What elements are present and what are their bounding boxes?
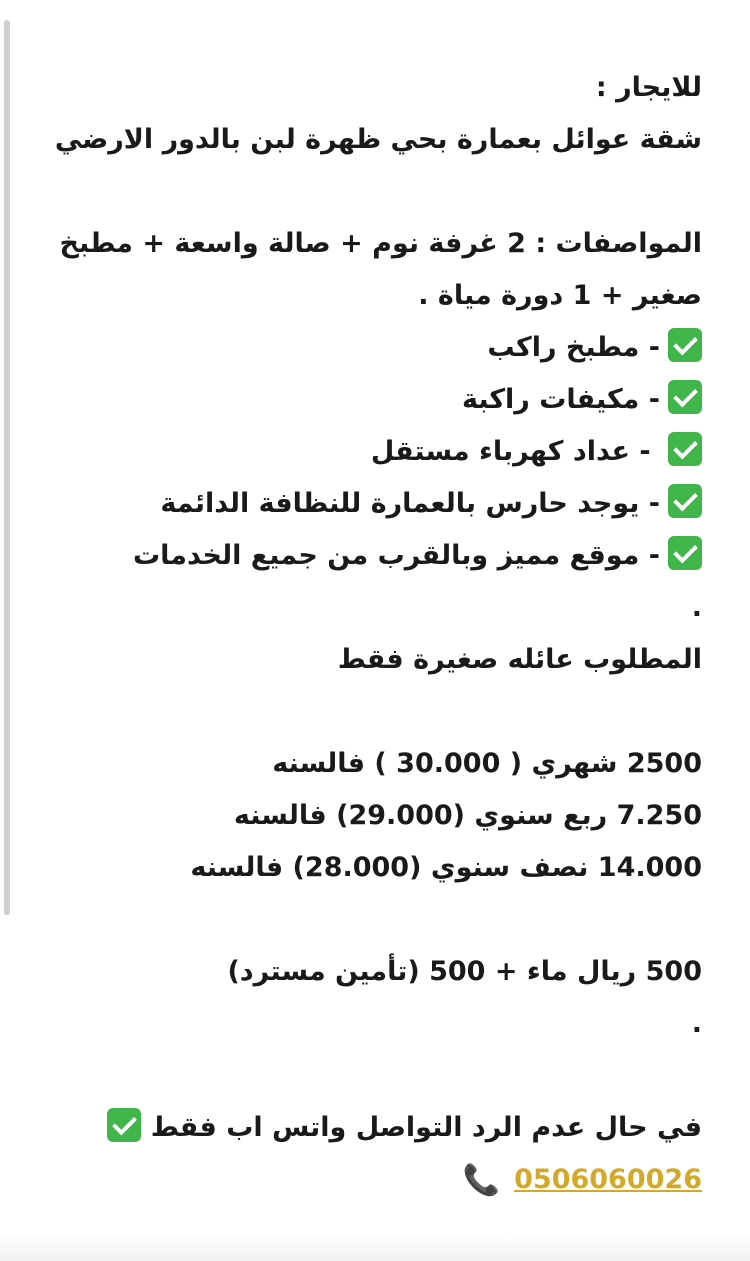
feature-text: - مطبخ راكب xyxy=(487,332,660,363)
check-icon xyxy=(668,484,702,518)
phone-line xyxy=(50,1154,702,1207)
deposit: 500 ريال ماء + 500 (تأمين مسترد) xyxy=(227,956,702,987)
price-half-year: 14.000 نصف سنوي (28.000) فالسنه xyxy=(190,852,702,883)
feature-item xyxy=(50,530,702,582)
feature-text: - يوجد حارس بالعمارة للنظافة الدائمة xyxy=(160,488,660,519)
feature-text: - موقع مميز وبالقرب من جميع الخدمات xyxy=(132,540,660,571)
check-icon xyxy=(668,536,702,570)
check-icon xyxy=(668,380,702,414)
price-quarterly: 7.250 ربع سنوي (29.000) فالسنه xyxy=(233,800,702,831)
subheading: شقة عوائل بعمارة بحي ظهرة لبن بالدور الارضي xyxy=(54,124,702,155)
check-icon xyxy=(668,328,702,362)
price-monthly: 2500 شهري ( 30.000 ) فالسنه xyxy=(272,748,702,779)
feature-item xyxy=(50,374,702,426)
dot-separator: . xyxy=(691,592,702,623)
feature-text: - مكيفات راكبة xyxy=(461,384,660,415)
bottom-fade xyxy=(0,1233,750,1261)
specs: المواصفات : 2 غرفة نوم + صالة واسعة + مطبخ صغير + 1 دورة مياة . xyxy=(59,228,702,311)
contact-note-line xyxy=(50,1102,702,1154)
check-icon xyxy=(668,432,702,466)
phone-icon: 📞 xyxy=(462,1163,501,1198)
feature-item xyxy=(50,426,702,478)
heading: للايجار : xyxy=(595,72,702,103)
requirement: المطلوب عائله صغيرة فقط xyxy=(337,644,702,675)
feature-item xyxy=(50,322,702,374)
check-icon xyxy=(107,1108,141,1142)
phone-link[interactable]: 0506060026 xyxy=(514,1164,702,1195)
contact-note: في حال عدم الرد التواصل واتس اب فقط xyxy=(150,1112,702,1143)
dot-separator: . xyxy=(691,1008,702,1039)
listing-text xyxy=(50,62,702,1207)
feature-item xyxy=(50,478,702,530)
scrollbar[interactable] xyxy=(4,20,10,915)
feature-text: - عداد كهرباء مستقل xyxy=(370,436,660,467)
